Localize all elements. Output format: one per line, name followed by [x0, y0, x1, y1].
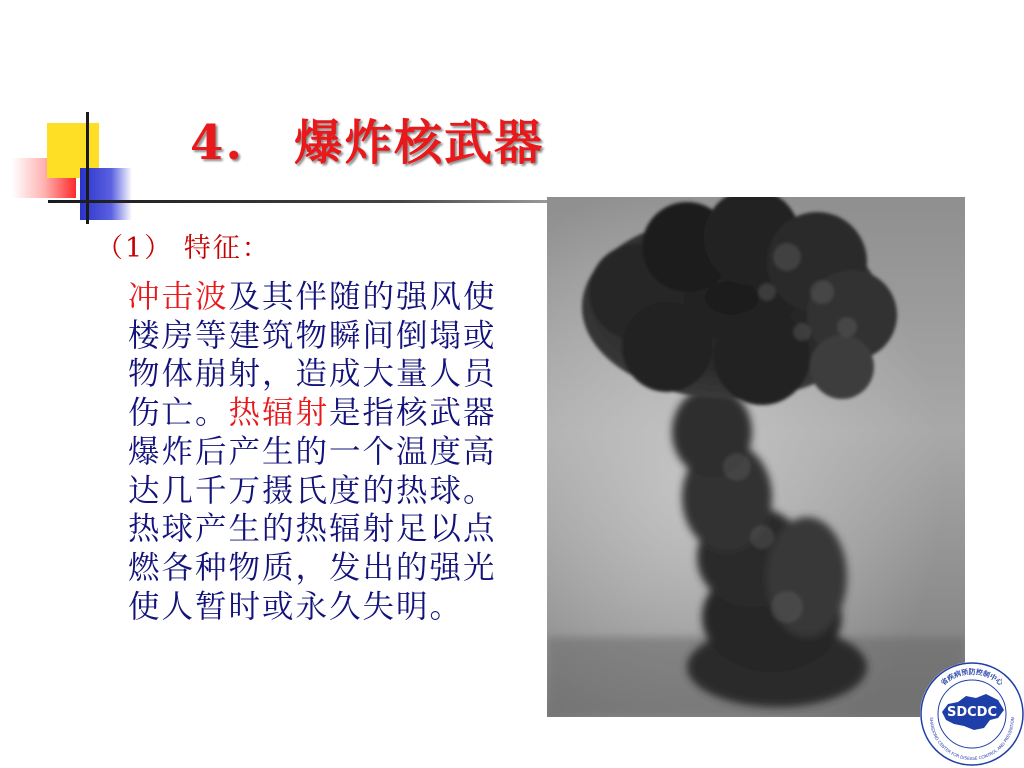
sdcdc-logo: [918, 660, 1024, 768]
section-subheading: （1） 特征：: [96, 233, 271, 264]
term-shock-wave: 冲击波: [128, 279, 229, 315]
logo-ring-text-en: SHANDONG CENTER FOR DISEASE CONTROL AND PREVENTION: [928, 717, 1016, 762]
logo-ring-text-cn: 省疾病预防控制中心: [939, 668, 1005, 688]
decor-blue-square: [80, 168, 132, 220]
term-thermal-radiation: 热辐射: [228, 395, 330, 432]
decor-yellow-square: [47, 123, 99, 178]
logo-abbrev: SDCDC: [946, 705, 998, 720]
shock-wave-description: 及其伴随的强风使楼房等建筑物瞬间倒塌或物体崩射，造成大量人员伤亡。: [128, 279, 497, 432]
decor-horizontal-line: [48, 200, 548, 203]
body-text: [128, 278, 518, 626]
decor-vertical-line: [86, 112, 89, 224]
mushroom-cloud-photo: [547, 197, 965, 717]
decor-red-bar: [12, 158, 76, 198]
slide-title: 4. 爆炸核武器: [190, 115, 545, 171]
thermal-radiation-description: 是指核武器爆炸后产生的一个温度高达几千万摄氏度的热球。热球产生的热辐射足以点燃各种物质，发出的强光使人暂时或永久失明。: [128, 395, 497, 625]
